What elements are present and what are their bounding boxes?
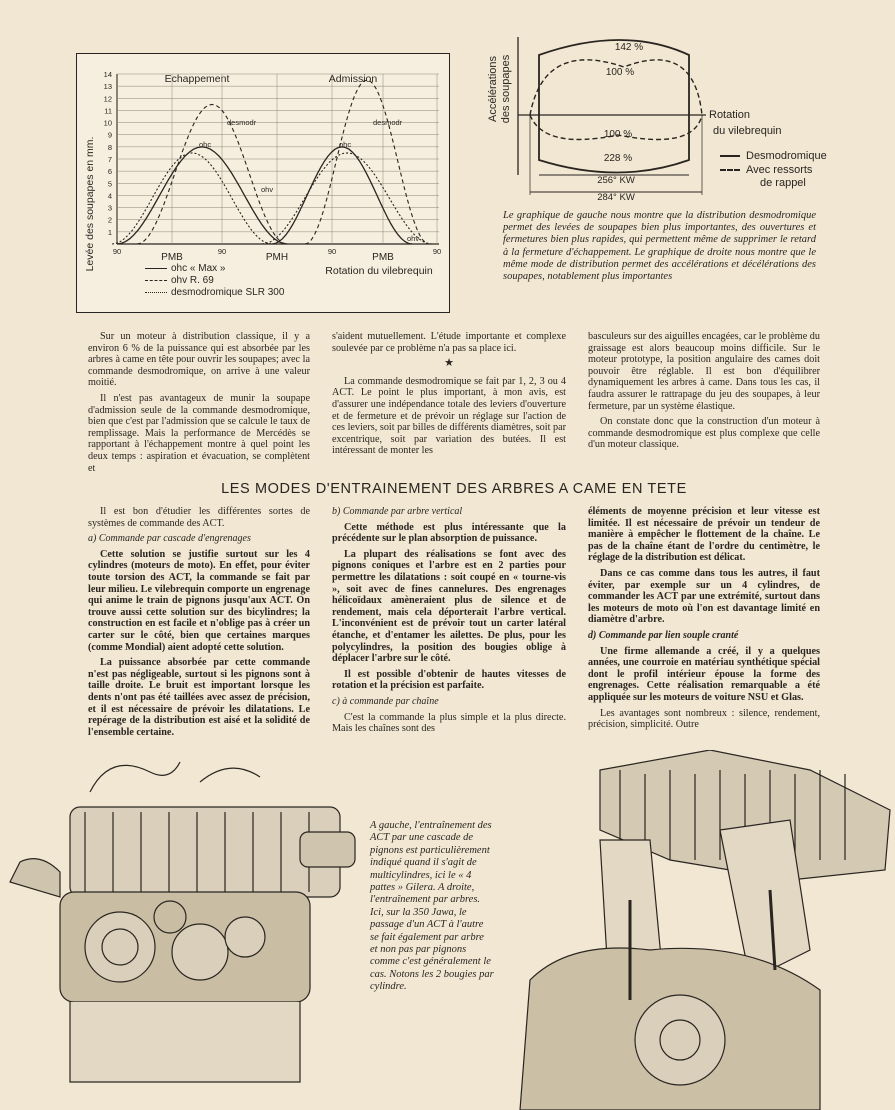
engines-caption: A gauche, l'entraînement des ACT par une cascade de pignons est particulièrement indiqué quand il s'agit de multicylindres, ici le « 4 pattes » Gilera. A droite, l'entraînement par arbres. Ici, sur la 350 Jawa, le passage d'un ACT à l'autre se fait également par arbre et non pas par pignons comme c'est généralement le cas. Notons les 2 bougies par cylindre. [370, 820, 494, 993]
y-tick-label: 1 [107, 227, 112, 237]
x-tick-label: 90 [217, 247, 227, 256]
legend-ressorts: Avec ressorts [720, 164, 860, 178]
body-paragraph: La plupart des réalisations se font avec des pignons coniques et l'arbre est en 2 parties pour permettre les dilatations : soit coupé en « tourne-vis », soit avec de fines cannelures. Des engrenages hélicoïdaux amèneraient plus de silence et de rendement, mais cela déporterait l'arbre vertical. L'inconvénient est de prévoir tout un carter latéral étanche, et d'entamer les ailettes. De plus, pour les polycylindres, la position des bougies oblige à déplacer l'arbre sur le côté. [332, 548, 566, 665]
body-paragraph: La puissance absorbée par cette commande n'est pas négligeable, surtout si les pignons sont à taille droite. Le bruit est important lorsque les dents n'ont pas été taillées avec assez de précision, et il est nécessaire de prévoir les dilatations. Le repérage de la distribution est aisé et la solidité de l'ensemble certaine. [88, 657, 310, 738]
x-axis-label: Rotation du vilebrequin [325, 265, 433, 277]
accel-x-label-2: du vilebrequin [713, 125, 782, 137]
series-label-ohc: ohc [199, 140, 212, 149]
x-tick-label: 90 [327, 247, 337, 256]
intro-paragraph: On constate donc que la construction d'un moteur à commande desmodromique est plus complexe que celle d'un moteur classique. [588, 416, 820, 451]
jawa-engine-illustration [490, 750, 895, 1110]
body-column-3 [588, 506, 820, 735]
section-title: LES MODES D'ENTRAINEMENT DES ARBRES A CAME EN TETE [221, 481, 687, 497]
left-chart-legend [145, 263, 345, 299]
x-tick-label: 90 [112, 247, 122, 256]
series-label-desmo: desmodr [227, 118, 257, 127]
y-tick-label: 8 [107, 142, 112, 152]
intro-paragraph: Il n'est pas avantageux de munir la soupape d'admission seule de la commande desmodromique, bien que c'est par l'admission que se calcule le taux de remplissage. Mais la performance de Mercédès se rapportant à l'échappement montre à quel point les deux temps : aspiration et évacuation, se complètent et [88, 392, 310, 474]
series-label-ohc: ohc [339, 140, 352, 149]
body-paragraph: Cette solution se justifie surtout sur les 4 cylindres (moteurs de moto). En effet, pour éviter toute torsion des ACT, la commande se fait par leur milieu. Le vilebrequin comporte un engrenage qui anime le train de pignons jusqu'aux ACT. On trouve aussi cette solution sur des bicylindres; la construction en est facile et n'oblige pas à créer un carter sur le côté, bien que certaines marques (comme Mondial) aient adopté cette solution. [88, 548, 310, 653]
label-228: 228 % [603, 153, 633, 164]
legend-rappel: de rappel [760, 177, 806, 189]
y-tick-label: 13 [103, 82, 112, 92]
legend-ohv: ohv R. 69 [145, 275, 345, 287]
x-tick-label: PMH [265, 252, 289, 263]
y-tick-label: 4 [107, 191, 112, 201]
subheading: c) à commande par chaîne [332, 695, 439, 707]
y-tick-label: 9 [107, 130, 112, 140]
charts-caption: Le graphique de gauche nous montre que la distribution desmodromique permet des levées de soupapes bien plus importantes, des ouvertures et fermetures bien plus rapides, qui permettent même de supprimer le retard à la fermeture d'échappement. Le graphique de droite nous montre que le même mode de distribution permet des accélérations et décélérations des soupapes, notablement plus importantes [503, 210, 816, 283]
intro-paragraph: La commande desmodromique se fait par 1, 2, 3 ou 4 ACT. Le point le plus important, à mon avis, est d'assurer une indépendance totale des leviers d'ouverture et de fermeture et de prévoir un réglage sur l'action de ces leviers, soit par billes de différents diamètres, soit par excentrique, soit par variation des butées. Il est intéressant de monter les [332, 375, 566, 457]
y-axis-label: Levée des soupapes en mm. [84, 136, 96, 272]
label-100-bottom: 100 % [603, 129, 633, 140]
body-paragraph: Cette méthode est plus intéressante que la précédente sur le plan absorption de puissance. [332, 521, 566, 545]
x-tick-label: PMB [372, 252, 394, 263]
legend-ohc: ohc « Max » [145, 263, 345, 275]
intro-column-2 [332, 331, 566, 461]
series-label-ohv: ohv [261, 185, 274, 194]
exhaust-label: Echappement [164, 73, 230, 85]
intro-paragraph: s'aident mutuellement. L'étude importante et complexe soulevée par ce problème n'a pas sa place ici. [332, 331, 566, 354]
accel-y-label-1: Accélérations [487, 55, 499, 123]
intro-paragraph: basculeurs sur des aiguilles encagées, car le problème du graissage est alors beaucoup moins difficile. Sur le moteur prototype, la position angulaire des cames doit pouvoir être réglable. Il est bon d'équilibrer dynamiquement les arbres à came. Dans tous les cas, il faudra assurer le rattrapage du jeu des soupapes, à leur fermeture, par un système élastique. [588, 331, 820, 412]
body-paragraph: Les avantages sont nombreux : silence, rendement, précision, simplicité. Outre [588, 707, 820, 731]
label-100-top: 100 % [605, 67, 635, 78]
y-tick-label: 3 [107, 203, 112, 213]
body-paragraph: Une firme allemande a créé, il y a quelques années, une courroie en matériau synthétique spécial dont le profil intérieur épouse la forme des engrenages. Cette réalisation remarquable a été appliquée sur les moteurs de voiture NSU et Glas. [588, 645, 820, 703]
body-paragraph: Dans ce cas comme dans tous les autres, il faut éviter, par exemple sur un 4 cylindres, de commander les ACT par une extrémité, surtout dans les moteurs de moto où l'on est davantage limité en diamètre d'arbre. [588, 567, 820, 626]
legend-desmo: desmodromique SLR 300 [145, 287, 345, 299]
star-separator: ★ [444, 357, 454, 370]
intro-column-1 [88, 331, 310, 478]
subheading: b) Commande par arbre vertical [332, 506, 463, 517]
body-paragraph: Il est possible d'obtenir de hautes vitesses de rotation et la précision est parfaite. [332, 668, 566, 692]
intake-label: Admission [328, 73, 378, 85]
series-label-ohv: ohv [407, 234, 420, 243]
y-tick-label: 11 [104, 106, 112, 116]
series-label-desmo: desmodr [373, 118, 403, 127]
y-tick-label: 5 [107, 179, 112, 189]
x-tick-label: 90 [432, 247, 442, 256]
subheading: a) Commande par cascade d'engrenages [88, 533, 251, 545]
dim-256: 256° KW [597, 175, 635, 186]
legend-desmodromique: Desmodromique [720, 150, 860, 164]
lift-curve-ohv-intake [262, 153, 432, 244]
y-tick-label: 14 [103, 70, 112, 79]
accel-y-label-2: des soupapes [500, 54, 512, 124]
x-tick-label: PMB [161, 252, 183, 263]
gilera-engine-illustration [0, 752, 365, 1107]
y-tick-label: 6 [107, 167, 112, 177]
y-tick-label: 10 [103, 118, 112, 128]
subheading: d) Commande par lien souple cranté [588, 629, 739, 641]
body-column-1 [88, 506, 310, 742]
dim-284: 284° KW [597, 192, 635, 203]
y-tick-label: 12 [103, 94, 112, 104]
lift-curve-desmodr-exhaust [137, 104, 287, 244]
body-paragraph: éléments de moyenne précision et leur vitesse est limitée. Il est nécessaire de prévoir un tendeur de manière à empêcher le flottement de la chaîne. Le pas de la chaîne étant de l'ordre du centimètre, le réglage de la distribution est délicat. [588, 506, 820, 564]
body-paragraph: Il est bon d'étudier les différentes sortes de systèmes de commande des ACT. [88, 506, 310, 529]
body-column-2 [332, 506, 566, 739]
y-tick-label: 7 [107, 155, 112, 164]
lift-curve-ohv-exhaust [112, 153, 272, 244]
accel-x-label-1: Rotation [709, 109, 750, 121]
valve-lift-chart [76, 53, 450, 313]
label-142: 142 % [614, 42, 644, 53]
right-chart-legend [720, 150, 860, 191]
intro-column-3 [588, 331, 820, 455]
body-paragraph: C'est la commande la plus simple et la plus directe. Mais les chaînes sont des [332, 711, 566, 735]
y-tick-label: 2 [107, 215, 112, 225]
intro-paragraph: Sur un moteur à distribution classique, il y a environ 6 % de la puissance qui est absorbée par les arbres à came en tête pour ouvrir les soupapes; avec la commande desmodromique, on arrive à une valeur moitié. [88, 331, 310, 389]
